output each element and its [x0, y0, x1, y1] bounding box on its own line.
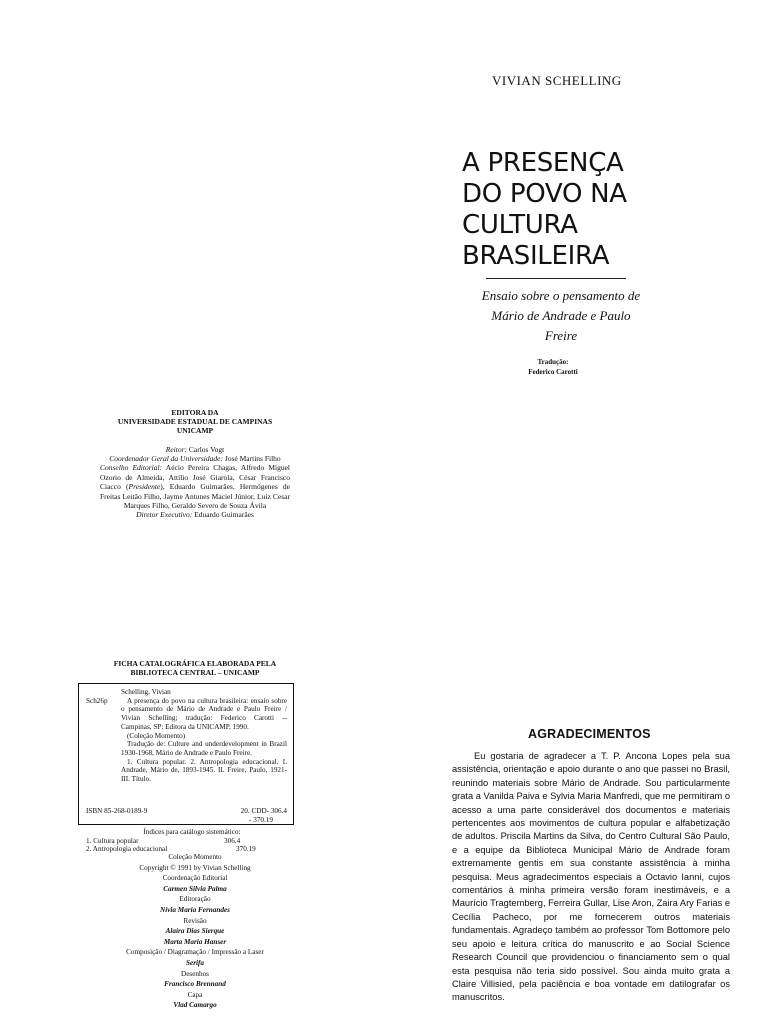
- acknowledgments-heading: AGRADECIMENTOS: [528, 727, 651, 741]
- credit-name: Carmen Silvia Palma: [163, 884, 227, 893]
- collection-name: Coleção Momento: [168, 853, 222, 861]
- title-divider: [486, 278, 626, 279]
- copyright-line: Copyright © 1991 by Vivian Schelling: [139, 863, 251, 872]
- author-name: VIVIAN SCHELLING: [492, 73, 622, 88]
- subtitle-line: Mário de Andrade e Paulo Freire: [491, 308, 631, 343]
- call-number: Sch26p: [86, 697, 108, 705]
- credit-name: Serifa: [186, 958, 204, 967]
- diretor-label: Diretor Executivo:: [136, 510, 193, 520]
- conselho-names-b: ), Eduardo Guimarães, Hermógenes de Freitas Leitão Filho, Jayme Antunes Maciel Júnior, Luiz Cesar Marques Filho, Geraldo Severo de Souza Ávila: [100, 482, 291, 511]
- coord-name: José Martins Filho: [224, 454, 281, 464]
- coord-label: Coordenador Geral da Universidade:: [109, 454, 223, 464]
- acknowledgments-body: [452, 750, 730, 1005]
- credit-name: Vlad Camargo: [173, 1001, 217, 1010]
- conselho-line: [100, 463, 290, 510]
- credit-name: Alaíra Dias Sierque: [165, 927, 225, 936]
- conselho-names-a: Aécio Pereira Chagas, Alfredo Miguel Ozorio de Almeida, Attílio José Giarola, César Francisco Ciacco (: [100, 463, 291, 492]
- index-code: 370.19: [236, 845, 256, 854]
- credit-role: Desenhos: [181, 969, 209, 978]
- index-label: 2. Antropologia educacional: [86, 845, 168, 854]
- credit-role: Editoração: [179, 895, 211, 904]
- acknowledgments-paragraph: Eu gostaria de agradecer a T. P. Ancona Lopes pela sua assistência, orientação e apoio durante o ano que passei no Brasil, reunindo materiais sobre Mário de Andrade. Sou particularmente grata a Vanilda Paiva e Sylvia Maria Manfredi, que me permitiram o acesso a uma parte considerável dos documentos e materiais pertencentes aos movimentos de cultura popular e alfabetização de adultos. Priscila Martins da Silva, do Centro Cultural São Paulo, e a equipe da Biblioteca Municipal Mário de Andrade foram extremamente gentis em sua constante assistência à minha pesquisa. Meus agradecimentos especiais a Octavio Ianni, cujos comentários à minha primeira versão foram inestimáveis, e a Maurício Tragtemberg, Ferreira Gullar, Lise Aron, Zaira Ary Farias e Cecília Pacheco, por me fornecerem outros materiais fundamentais. Agradeço também ao professor Tom Bottomore pelo seu apoio e leitura crítica do manuscrito e ao Social Science Research Council que providenciou o financiamento sem o qual esta pesquisa não teria sido possível. Sou ainda muito grata a Claire Villisied, pela paciência e boa vontade em datilografar os manuscritos.: [452, 751, 730, 1003]
- book-subtitle: [476, 286, 646, 346]
- catalog-translation: Tradução de: Culture and underdevelopment in Brazil 1930-1968, Mário de Andrade e Paulo Freire.: [121, 740, 287, 757]
- ficha-heading-line: BIBLIOTECA CENTRAL – UNICAMP: [130, 668, 260, 677]
- presidente-label: Presidente: [128, 482, 161, 492]
- catalog-subjects: 1. Cultura popular. 2. Antropologia educacional. I. Andrade, Mário de, 1893-1945. II. Freire, Paulo, 1921- III. Título.: [121, 757, 287, 784]
- translation-credit: [508, 357, 598, 377]
- publisher-block: [100, 408, 290, 520]
- catalog-card: [78, 683, 294, 825]
- title-line: DO POVO NA: [462, 179, 627, 209]
- reitor-name: Carlos Vogt: [188, 444, 225, 454]
- diretor-line: [100, 510, 290, 519]
- credit-name: Nívia Maria Fernandes: [160, 905, 230, 914]
- publisher-line: UNICAMP: [176, 426, 214, 436]
- subtitle-line: Ensaio sobre o pensamento de: [481, 288, 641, 303]
- translation-label: Tradução:: [537, 358, 569, 366]
- conselho-label: Conselho Editorial:: [100, 463, 163, 473]
- title-line: A PRESENÇA: [462, 148, 624, 178]
- credit-name: Francisco Brennand: [164, 980, 226, 989]
- indices-heading: Índices para catálogo sistemático:: [143, 828, 241, 836]
- credit-role: Revisão: [183, 916, 207, 925]
- index-label: 1. Cultura popular: [86, 836, 139, 845]
- index-code: 306.4: [224, 836, 241, 845]
- publisher-line: UNIVERSIDADE ESTADUAL DE CAMPINAS: [117, 417, 273, 427]
- credit-name: Marta Maria Hanser: [163, 937, 227, 946]
- catalog-collection: (Coleção Momento): [127, 731, 186, 740]
- credit-role: Composição / Diagramação / Impressão a Laser: [126, 948, 264, 957]
- catalog-entry: [121, 688, 287, 784]
- diretor-name: Eduardo Guimarães: [194, 510, 254, 520]
- book-title: [462, 148, 662, 272]
- ficha-heading-line: FICHA CATALOGRÁFICA ELABORADA PELA: [113, 659, 277, 668]
- catalog-indices: [86, 828, 298, 854]
- catalog-author: Schelling, Vivian: [121, 688, 171, 696]
- credit-role: Capa: [187, 990, 203, 999]
- publisher-staff: [100, 445, 290, 520]
- coord-line: [100, 454, 290, 463]
- isbn-row: [86, 807, 287, 816]
- reitor-line: [100, 445, 290, 454]
- isbn: ISBN 85-268-0189-9: [86, 807, 148, 815]
- publisher-line: EDITORA DA: [171, 408, 219, 417]
- title-line: BRASILEIRA: [462, 241, 610, 271]
- credit-role: Coordenação Editorial: [162, 874, 228, 883]
- index-row: [86, 837, 298, 846]
- title-line: CULTURA: [462, 210, 578, 240]
- translator-name: Federico Carotti: [528, 368, 578, 376]
- production-credits: [100, 852, 290, 1011]
- ficha-heading: [100, 659, 290, 677]
- cdd-secondary: - 370.19: [249, 816, 273, 824]
- reitor-label: Reitor:: [165, 444, 187, 454]
- catalog-desc: A presença do povo na cultura brasileira: ensaio sobre o pensamento de Mário de Andrade e Paulo Freire / Vivian Schelling; tradução: Federico Carotti -- Campinas, SP: Editora da UNICAMP, 1990.: [121, 696, 287, 731]
- cdd-primary: 20. CDD- 306.4: [240, 807, 287, 815]
